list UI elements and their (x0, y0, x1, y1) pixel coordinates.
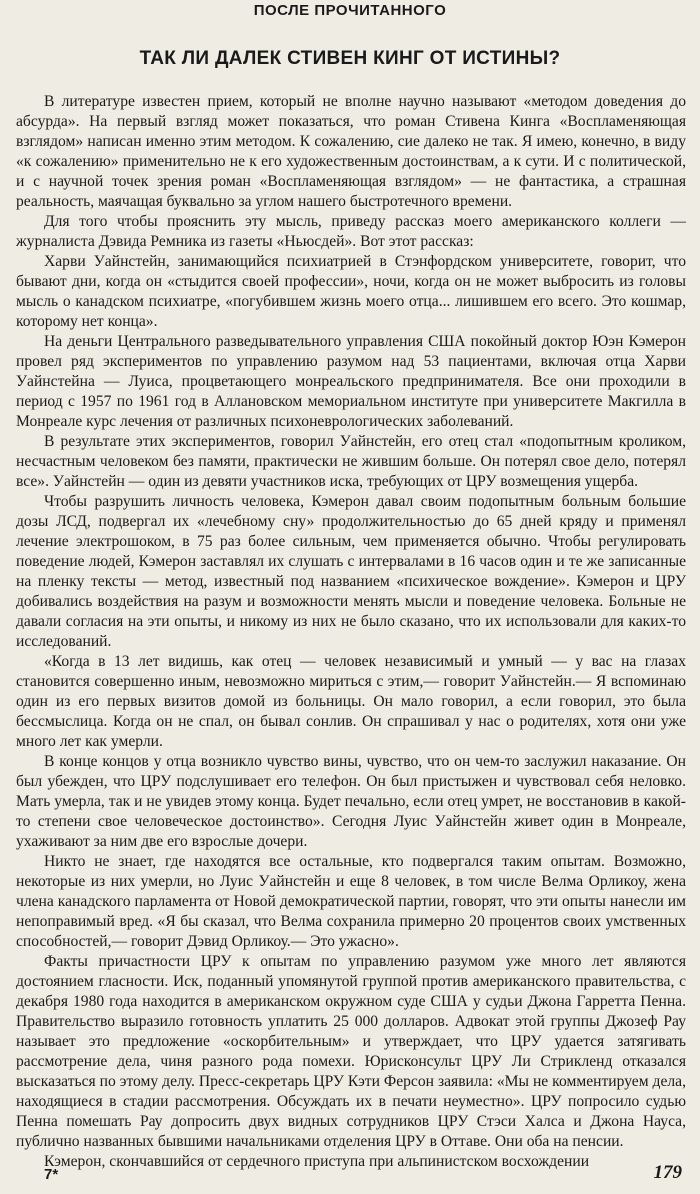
section-header: ПОСЛЕ ПРОЧИТАННОГО (253, 2, 447, 19)
signature-mark: 7* (44, 1166, 59, 1183)
paragraph: Никто не знает, где находятся все остальные, кто подвергался таким опытам. Возможно, некоторые из них умерли, но Луис Уайнстейн и еще 8 человек, в том числе Велма Орликоу, жена члена канадского парламента от Новой демократической партии, говорят, что эти опыты нанесли им непоправимый вред. «Я бы сказал, что Велма сохранила примерно 20 процентов своих умственных способностей,— говорит Дэвид Орликоу.— Это ужасно». (16, 853, 686, 950)
paragraph: «Когда в 13 лет видишь, как отец — человек независимый и умный — у вас на глазах становится совершенно иным, невозможно мириться с этим,— говорит Уайнстейн.— Я вспоминаю один из его первых визитов домой из больницы. Он мало говорил, а если говорил, это была бессмыслица. Когда он не спал, он бывал сонлив. Он спрашивал у нас о родителях, хотя они уже много лет как умерли. (16, 653, 686, 750)
paragraph: В конце концов у отца возникло чувство вины, чувство, что он чем-то заслужил наказание. Он был убежден, что ЦРУ подслушивает его телефон. Он был пристыжен и чувствовал себя неловко. Мать умерла, так и не увидев этому конца. Будет печально, если отец умрет, не восстановив в какой-то степени свое человеческое достоинство». Сегодня Луис Уайнстейн живет один в Монреале, ухаживают за ним две его взрослые дочери. (16, 753, 686, 850)
paragraph: На деньги Центрального разведывательного управления США покойный доктор Юэн Кэмерон провел ряд экспериментов по управлению разумом над 53 пациентами, включая отца Харви Уайнстейна — Луиса, процветающего монреальского предпринимателя. Все они проходили в период с 1957 по 1961 год в Аллановском мемориальном институте при университете Макгилла в Монреале курс лечения от различных психоневрологических заболеваний. (16, 333, 686, 430)
paragraph: В результате этих экспериментов, говорил Уайнстейн, его отец стал «подопытным кроликом, несчастным человеком без памяти, практически не жившим больше. Он потерял свое дело, потерял все». Уайнстейн — один из девяти участников иска, требующих от ЦРУ возмещения ущерба. (16, 433, 686, 490)
article-body (16, 92, 686, 1172)
paragraph: Кэмерон, скончавшийся от сердечного приступа при альпинистском восхождении (44, 1153, 590, 1170)
page-number: 179 (653, 1162, 682, 1183)
paragraph: Харви Уайнстейн, занимающийся психиатрией в Стэнфордском университете, говорит, что бывают дни, когда он «стыдится своей профессии», ночи, когда он не может выбросить из головы мысль о канадском психиатре, «погубившем жизнь моего отца... лишившем его всего. Это кошмар, которому нет конца». (16, 253, 686, 330)
paragraph: Чтобы разрушить личность человека, Кэмерон давал своим подопытным больным большие дозы ЛСД, подвергал их «лечебному сну» продолжительностью до 65 дней кряду и применял лечение электрошоком, в 75 раз более сильным, чем применяется обычно. Чтобы регулировать поведение людей, Кэмерон заставлял их слушать с интервалами в 16 часов один и те же записанные на пленку тексты — метод, известный под названием «психическое вождение». Кэмерон и ЦРУ добивались воздействия на разум и возможности менять мысли и поведение человека. Больные не давали согласия на эти опыты, и никому из них не было сказано, что их использовали для каких-то исследований. (16, 493, 686, 650)
article-title: ТАК ЛИ ДАЛЕК СТИВЕН КИНГ ОТ ИСТИНЫ? (139, 48, 561, 69)
paragraph: Факты причастности ЦРУ к опытам по управлению разумом уже много лет являются достоянием гласности. Иск, поданный упомянутой группой против американского правительства, с декабря 1980 года находится в американском окружном суде США у судьи Джона Гарретта Пенна. Правительство выразило готовность уплатить 25 000 долларов. Адвокат этой группы Джозеф Рау называет это предложение «оскорбительным» и утверждает, что ЦРУ удается затягивать рассмотрение дела, чиня разного рода помехи. Юрисконсульт ЦРУ Ли Стрикленд отказался высказаться по этому делу. Пресс-секретарь ЦРУ Кэти Ферсон заявила: «Мы не комментируем дела, находящиеся в стадии рассмотрения. Обсуждать их в печати неуместно». ЦРУ попросило судью Пенна помешать Рау допросить двух видных сотрудников ЦРУ Стэси Халса и Джона Науса, публично названных бывшими начальниками отделения ЦРУ в Оттаве. Они оба на пенсии. (16, 953, 686, 1150)
paragraph: В литературе известен прием, который не вполне научно называют «методом доведения до абсурда». На первый взгляд может показаться, что роман Стивена Кинга «Воспламеняющая взглядом» написан именно этим методом. К сожалению, сие далеко не так. Я имею, конечно, в виду «к сожалению» применительно не к его художественным достоинствам, а к сути. И с политической, и с научной точек зрения роман «Воспламеняющая взглядом» — не фантастика, а страшная реальность, маячащая буквально за углом нашего быстротечного времени. (16, 93, 686, 210)
paragraph: Для того чтобы прояснить эту мысль, приведу рассказ моего американского коллеги — журналиста Дэвида Ремника из газеты «Ньюсдей». Вот этот рассказ: (16, 213, 686, 250)
